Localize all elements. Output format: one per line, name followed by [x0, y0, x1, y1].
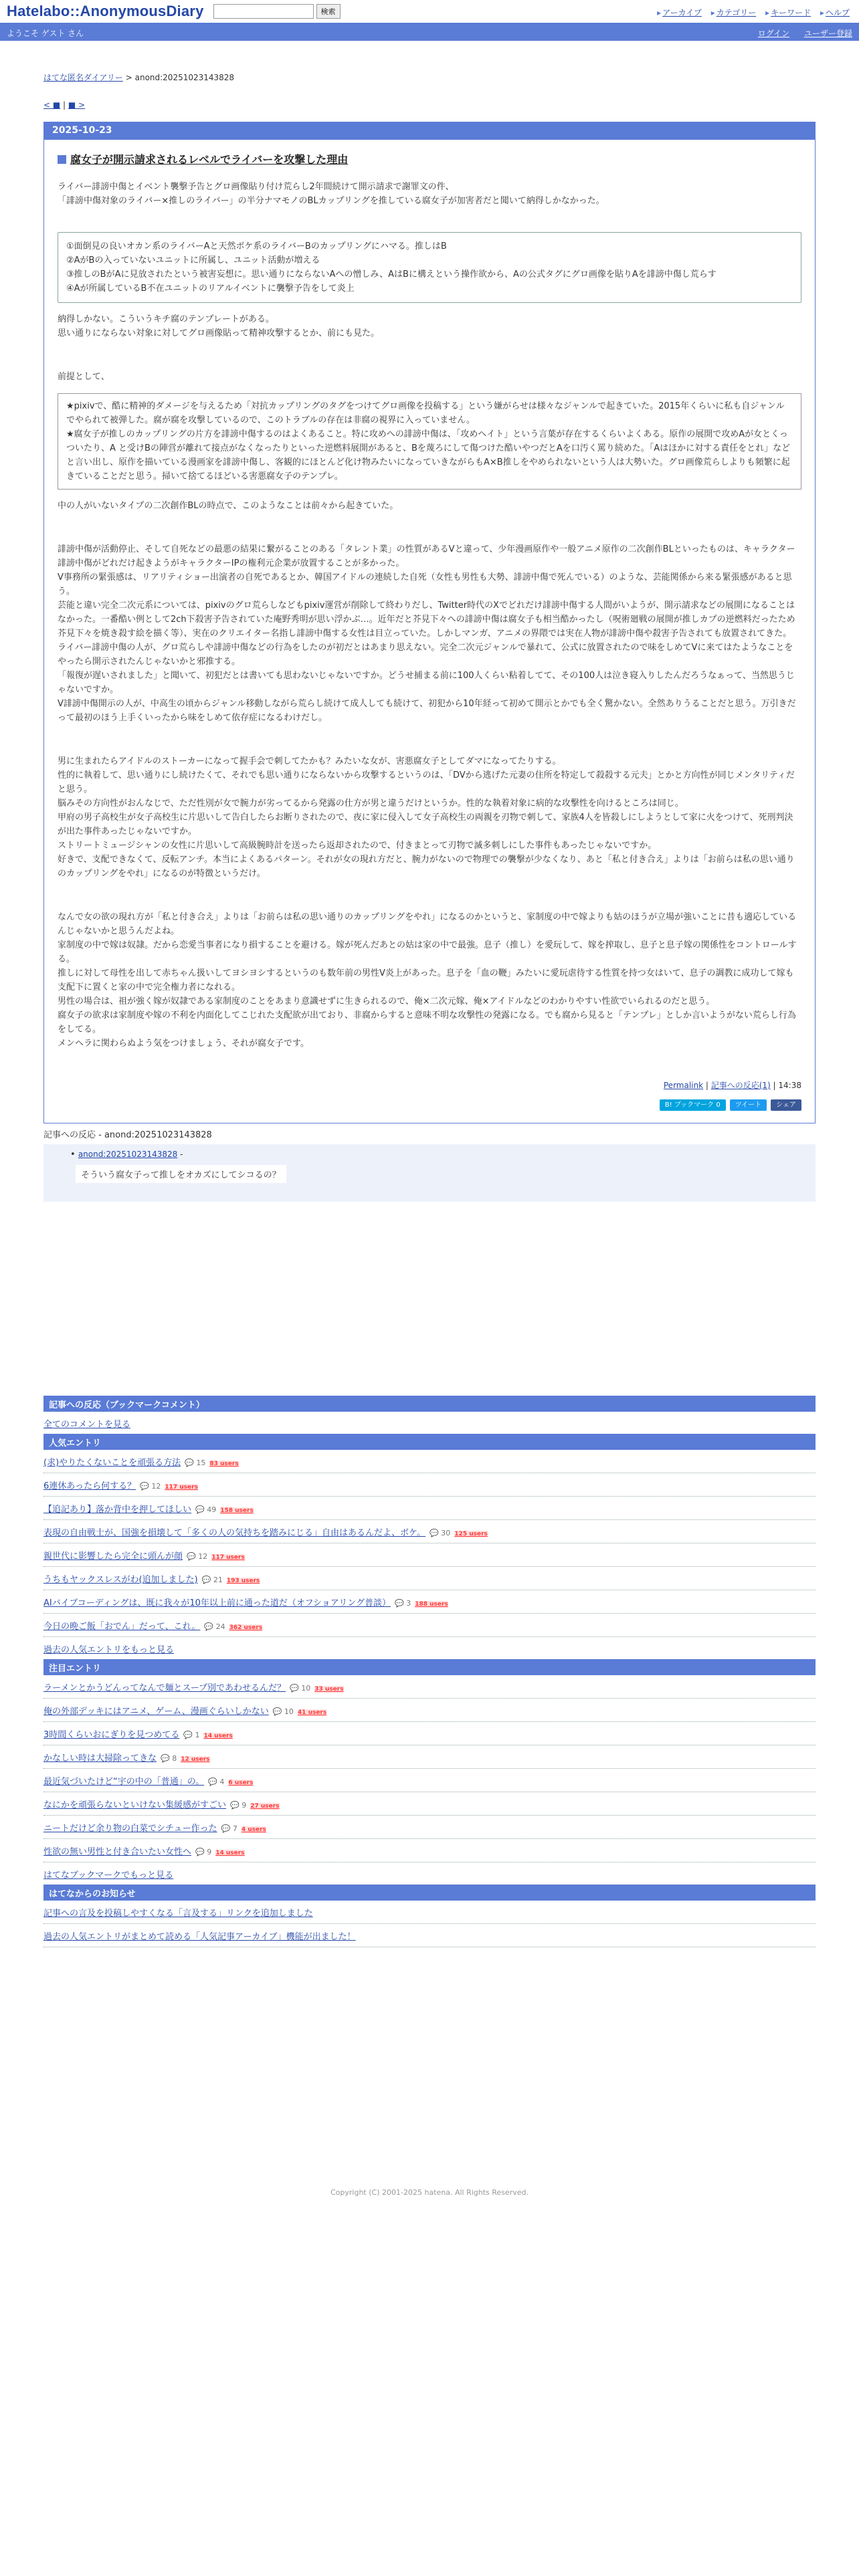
comment-count: 💬 8 [161, 1754, 177, 1763]
entry-list-item [43, 1769, 816, 1792]
hot-entries-box [43, 1659, 816, 1885]
bookmark-users-badge[interactable]: 362 users [229, 1624, 263, 1631]
paragraph: 推しに対して母性を出して赤ちゃん扱いしてヨシヨシするというのも数年前の男性V炎上があった。息子を「血の鞭」みたいに愛玩虐待する性質を持つ女はいて、息子の調教に成功して嫁も支配下に置くと家の中で完全権力者になれる。 [58, 968, 794, 992]
user-bar [0, 25, 859, 41]
hot-entries-header: 注目エントリ [43, 1659, 816, 1675]
quote-line: ★腐女子が推しのカップリングの片方を誹謗中傷するのはよくあること。特に攻めへの誹謗中傷は、「攻めヘイト」という言葉が存在するくらいよくある。原作の展開で攻めAが女とくっついたり、A と受けBの陣営が離れて接点がなくなったりといった逆燃料展開があると、Bを蔑ろにして傷つけた酷いやつだとAを口汚く罵り続めた。「Aはほかに対する責任をとれ」などと言い出し、原作を描いている漫画家を誹謗中傷し、客観的にほとんど化け物みたいになっていきながらもA×B推しをやめられないという人は大勢いた。グロ画像荒らしよりも頻繁に起きていることだと思う。掃いて捨てるほどいる害悪腐女子のテンプレ。 [66, 429, 791, 481]
entry-list-link[interactable]: 最近気づいたけど“宇の中の「普通」の。 [43, 1777, 205, 1787]
nav-help[interactable]: ▸ ヘルプ [820, 8, 850, 17]
comment-count: 💬 12 [187, 1552, 208, 1561]
entry-list-link[interactable]: なにかを頑張らないといけない集緩感がすごい [43, 1800, 227, 1810]
site-logo[interactable]: Hatelabo::AnonymousDiary [7, 3, 204, 19]
comment-icon: 💬 [290, 1684, 302, 1693]
comment-count: 💬 1 [183, 1731, 200, 1739]
hot-more-link[interactable]: はてなブックマークでもっと見る [43, 1870, 174, 1881]
comment-icon: 💬 [430, 1529, 442, 1537]
reactions-label: 記事への反応 - anond:20251023143828 [43, 1130, 212, 1140]
paragraph: 芸能と違い完全二次元系については、pixivのグロ荒らしなどもpixiv運営が削除して終わりだし、Twitter時代のXでどれだけ誹謗中傷する人間がいようが、開示請求などの展開になることはなかった。一番酷い例として2ch下殺害予告されていた庵野秀明が思い浮かぶ…。近年だと芥見下々への誹謗中傷は腐女子も相当酷かったし（呪術廻戦の展開が推しカプの逆燃料だったため芥見下々を焼き殺す絵を描く等）、実在のクリエイター名指し誹謗中傷する女性は目立っていた。しかしマンガ、アニメの界隈では実在人物が誹謗中傷や殺害予告されても放置されてきた。 [58, 601, 795, 639]
entry-list-item [43, 1543, 816, 1567]
square-icon [58, 155, 66, 164]
entry-title [58, 152, 801, 168]
breadcrumb-sep: > [122, 73, 135, 82]
entry-list-link[interactable]: 親世代に影響したら完全に頭んが顔 [43, 1551, 183, 1562]
news-header: はてなからのお知らせ [43, 1885, 816, 1901]
search-input[interactable] [213, 4, 314, 19]
entry-list-link[interactable]: 6連休あったら何する？ [43, 1481, 136, 1491]
comment-icon: 💬 [195, 1848, 207, 1856]
comment-icon: 💬 [140, 1482, 152, 1491]
quote-line: ★pixivで、酷に精神的ダメージを与えるため「対抗カップリングのタグをつけてグロ画像を投稿する」という嫌がらせは様々なジャンルで起きていた。2015年くらいに私も自ジャンルでやられて被弾した。腐が腐を攻撃しているので、このトラブルの存在は非腐の視界に入っていません。 [66, 401, 785, 425]
entry-list-item [43, 1675, 816, 1699]
nav-archive[interactable]: ▸ アーカイブ [657, 8, 702, 17]
bookmark-users-badge[interactable]: 27 users [250, 1803, 280, 1810]
comment-icon: 💬 [230, 1801, 242, 1810]
quote-line: ④Aが所属しているB不在ユニットのリアルイベントに襲撃予告をして炎上 [66, 284, 355, 294]
paragraph: 納得しかない。こういうキチ腐のテンプレートがある。 [58, 314, 274, 324]
entry-list-item [43, 1901, 816, 1924]
bookmark-users-badge[interactable]: 117 users [165, 1484, 198, 1491]
paragraph: ライバー誹謗中傷の人が、グロ荒らしや誹謗中傷などの行為をしたのが初だとはあまり思えない。完全二次元ジャンルで暴れて、公式に放置されたので味をしめてVに来てはたようなことをやったら開示されたんじゃないかと邪推する。 [58, 643, 793, 667]
nav-keyword[interactable]: ▸ キーワード [765, 8, 811, 17]
comment-count: 💬 15 [185, 1459, 206, 1467]
entry-list-link[interactable]: 3時間くらいおにぎりを見つめてる [43, 1730, 180, 1740]
comment-count: 💬 4 [208, 1778, 225, 1786]
comment-count: 💬 30 [430, 1529, 451, 1537]
entry-list-item [43, 1792, 816, 1816]
bookmark-users-badge[interactable]: 12 users [181, 1756, 210, 1763]
paragraph: 家制度の中で嫁は奴隷。だから恋愛当事者になり損することを避ける。嫁が死んだあとの姑は家の中で最強。息子（推し）を愛玩して、嫁を搾取し、息子と息子嫁の関係性をコントロールする。 [58, 940, 797, 964]
paragraph: 思い通りにならない対象に対してグロ画像貼って精神攻撃するとか、前にも見た。 [58, 328, 380, 338]
entry-list-item [43, 1745, 816, 1769]
facebook-share-button[interactable]: シェア [771, 1099, 801, 1111]
nav-category[interactable]: ▸ カテゴリー [711, 8, 757, 17]
entry-list-item [43, 1450, 816, 1473]
top-nav [650, 7, 850, 18]
paragraph: 男に生まれたらアイドルのストーカーになって握手会で刺してたかも？みたいな女が、害悪腐女子としてダマになってたりする。 [58, 756, 561, 766]
hatena-bookmark-button[interactable]: B! ブックマーク 0 [660, 1099, 726, 1111]
next-link[interactable]: ■ > [68, 100, 86, 110]
bookmark-users-badge[interactable]: 188 users [415, 1601, 448, 1608]
paragraph: V誹謗中傷開示の人が、中高生の頃からジャンル移動しながら荒らし続けて成人しても続けて、初犯から10年経って初めて開示とかでも全く驚かない。全然ありうることだと思う。万引きだって最初のほう上手くいったから味をしめて依存症になるわけだし。 [58, 699, 796, 723]
paragraph: ストリートミュージシャンの女性に片思いして高級腕時計を送ったら返却されたので、付きまとって刃物で滅多刺しにした事件もあったじゃないですか。 [58, 841, 657, 851]
bookmark-users-badge[interactable]: 33 users [314, 1686, 344, 1693]
entry-list-item [43, 1590, 816, 1614]
reaction-comment: そういう腐女子って推しをオカズにしてシコるの？ [76, 1165, 286, 1183]
paragraph: 腐女子の欲求は家制度や嫁の不利を内面化してこじれた支配欲が出ており、非腐からすると意味不明な攻撃性の発露になる。でも腐から見ると「テンプレ」としか言いようがない荒らし行為をしてる。 [58, 1010, 796, 1035]
entry-list-link[interactable]: 【追記あり】落か背中を押してほしい [43, 1505, 192, 1515]
tweet-button[interactable]: ツイート [730, 1099, 767, 1111]
top-bar [0, 0, 859, 25]
bookmark-users-badge[interactable]: 83 users [209, 1461, 239, 1467]
entry-list-item [43, 1816, 816, 1839]
popular-more-link[interactable]: 過去の人気エントリをもっと見る [43, 1645, 175, 1655]
bullet-icon: • [70, 1150, 76, 1160]
bookmark-users-badge[interactable]: 4 users [241, 1826, 266, 1833]
entry-title-link[interactable]: 腐女子が開示請求されるレベルでライバーを攻撃した理由 [70, 153, 349, 166]
entry-list-item [43, 1722, 816, 1745]
diary-day [43, 122, 816, 1123]
comment-count: 💬 9 [230, 1801, 247, 1810]
entry-list-link[interactable]: 俺の外部デッキにはアニメ、ゲーム、漫画ぐらいしかない [43, 1707, 269, 1717]
comment-count: 💬 9 [195, 1848, 212, 1856]
all-comments-link[interactable]: 全てのコメントを見る [43, 1420, 131, 1430]
entry-list-link[interactable]: AIバイブコーディングは、既に我々が10年以上前に通った道だ（オフショアリング普談） [43, 1598, 391, 1608]
entry-list-item [43, 1567, 816, 1590]
search-button[interactable]: 検索 [316, 4, 341, 19]
bookmark-users-badge[interactable]: 117 users [211, 1554, 245, 1561]
comment-icon: 💬 [204, 1622, 216, 1631]
comment-count: 💬 21 [201, 1576, 223, 1584]
entry-list-link[interactable]: 過去の人気エントリがまとめて読める「人気記事アーカイブ」機能が出ました！ [43, 1932, 356, 1942]
entry-list-link[interactable]: (求)やりたくないことを頑張る方法 [43, 1458, 181, 1468]
entry-list-link[interactable]: かなしい時は大掃除ってきな [43, 1753, 157, 1763]
paragraph: 脳みその方向性がおんなじで、ただ性別が女で腕力が劣ってるから発露の仕方が男と違うだけというか。性的な執着対象に病的な攻撃性を向けるところは同じ。 [58, 798, 684, 809]
bookmark-users-badge[interactable]: 193 users [226, 1578, 260, 1584]
comment-count: 💬 12 [140, 1482, 161, 1491]
comment-icon: 💬 [183, 1731, 195, 1739]
entry-list-item [43, 1924, 816, 1947]
comment-count: 💬 10 [290, 1684, 311, 1693]
entry-list-link[interactable]: 表現の自由戦士が、国強を損壊して「多くの人の気持ちを踏みにじる」自由はあるんだよ、ボケ。 [43, 1528, 426, 1538]
entry-list-item [43, 1473, 816, 1497]
entry-list-item [43, 1699, 816, 1722]
paragraph: ライバー誹謗中傷とイベント襲撃予告とグロ画像貼り付け荒らし2年間続けて開示請求で謝罪文の件、 [58, 182, 454, 192]
comment-count: 💬 7 [221, 1824, 237, 1833]
share-buttons [58, 1099, 801, 1111]
entry-body [44, 140, 815, 1123]
popular-entries-header: 人気エントリ [43, 1434, 816, 1450]
comment-icon: 💬 [185, 1459, 197, 1467]
comment-icon: 💬 [394, 1599, 407, 1608]
comment-count: 💬 24 [204, 1622, 225, 1631]
paragraph: 「誹謗中傷対象のライバー×推しのライバー」の半分ナマモノのBLカップリングを推している腐女子が加害者だと聞いて納得しかなかった。 [58, 196, 605, 206]
paragraph: 前提として、 [58, 372, 110, 382]
entry-footer: Permalink | 記事への反応(1) | 14:38 [663, 1081, 801, 1090]
paragraph: 男性の場合は、祖が強く嫁が奴隷である家制度のことをあまり意識せずに生きられるので、俺×二次元嫁、俺×アイドルなどのわかりやすい性欲でいられるのだと思う。 [58, 996, 715, 1006]
welcome-text: ようこそ ゲスト さん [7, 28, 84, 38]
reaction-item: • anond:20251023143828 - [70, 1150, 183, 1160]
copyright: Copyright (C) 2001-2025 hatena. All Rights Reserved. [330, 2188, 529, 2197]
bookmark-users-badge[interactable]: 14 users [215, 1850, 245, 1856]
entry-list-link[interactable]: 性欲の無い男性と付き合いたい女性へ [43, 1847, 192, 1857]
entry-time: 14:38 [778, 1081, 801, 1090]
entry-list-item [43, 1497, 816, 1520]
bookmark-users-badge[interactable]: 41 users [297, 1709, 327, 1716]
popular-entries-box [43, 1434, 816, 1659]
comment-count: 💬 3 [394, 1599, 411, 1608]
entry-list-link[interactable]: ラーメンとかうどんってなんで麺とスープ別であわせるんだ？ [43, 1683, 286, 1693]
pager: < ■ | ■ > [43, 100, 86, 110]
breadcrumb-home[interactable]: はてな匿名ダイアリー [43, 73, 123, 82]
paragraph: V事務所の緊張感は、リアリティショー出演者の自死であるとか、韓国アイドルの連続した自死（女性も男性も大勢、誹謗中傷で死んでいる）のような、芸能関係から来る緊張感があると思う。 [58, 572, 792, 597]
permalink[interactable]: Permalink [663, 1081, 704, 1090]
quote-line: ③推しのBがAに見放されたという被害妄想に。思い通りにならないAへの憎しみ、AはBに構えという操作欲から、Aの公式タグにグロ画像を貼りAを誹謗中傷し荒らす [66, 270, 717, 280]
comment-icon: 💬 [187, 1552, 199, 1561]
paragraph: 好きで、支配できなくて、反転アンチ。本当によくあるパターン。それが女の現れ方だと、腕力がないので物理での襲撃が少なくなり、あと「私と付き合え」よりは「お前らは私の思い通りのカップリングをやれ」になるのが特徴というだけ。 [58, 855, 795, 879]
entry-list-link[interactable]: 記事への言及を投稿しやすくなる「言及する」リンクを追加しました [43, 1909, 313, 1919]
bookmark-comments-box [43, 1396, 816, 1434]
paragraph: 「報復が遅いされました」と聞いて、初犯だとは書いても思わないじゃないですか。どうせ捕まる前に100人くらい粘着してて、その100人は泣き寝入りしたんだろうなぁって、当然思うじゃないですか。 [58, 671, 795, 695]
breadcrumb-current: anond:20251023143828 [134, 73, 235, 82]
bookmark-users-badge[interactable]: 158 users [220, 1507, 254, 1514]
entry-list-link[interactable]: うちもヤックスレスがわ(追加しました) [43, 1575, 198, 1585]
paragraph: 性的に執着して、思い通りにし続けたくて、それでも思い通りにならないから攻撃するというのは、「DVから逃げた元妻の住所を特定して殺殺する元夫」とかと方向性が同じメンタリティだと思う。 [58, 770, 795, 794]
comment-count: 💬 49 [195, 1505, 217, 1514]
reaction-link[interactable]: anond:20251023143828 [78, 1150, 178, 1159]
paragraph: メンヘラに関わらぬよう気をつけましょう、それが腐女子です。 [58, 1039, 309, 1049]
comment-icon: 💬 [195, 1505, 207, 1514]
entry-list-item [43, 1520, 816, 1543]
quote-line: ①面倒見の良いオカン系のライバーAと天然ボケ系のライバーBのカップリングにハマる。推しはB [66, 241, 447, 251]
paragraph: 甲府の男子高校生が女子高校生に片思いして告白したらお断りされたので、夜に家に侵入して女子高校生の両親を刃物で刺して、家族4人を皆殺しにしようとして家に火をつけて、死刑判決が出た事件あったじゃないですか。 [58, 813, 793, 837]
prev-link[interactable]: < ■ [43, 100, 61, 110]
paragraph: 誹謗中傷が活動停止、そして自死などの最悪の結果に繋がることのある「タレント業」の性質があるVと違って、少年漫画原作や一般アニメ原作の二次創作BLといったものは、キャラクター誹謗中傷がどれだけ起きようがキャラクターIPの権利元企業が放置することが多かった。 [58, 544, 795, 568]
quote-line: ②AがBの入っていないユニットに所属し、ユニット活動が増える [66, 255, 320, 265]
bookmark-users-badge[interactable]: 6 users [228, 1780, 254, 1786]
blockquote-premise [58, 393, 801, 490]
comment-icon: 💬 [201, 1576, 213, 1584]
paragraph: 中の人がいないタイプの二次創作BLの時点で、このようなことは前々から起きていた。 [58, 501, 399, 511]
bookmark-users-badge[interactable]: 125 users [454, 1531, 488, 1537]
comment-icon: 💬 [272, 1707, 284, 1716]
entry-list-link[interactable]: 今日の晩ご飯「おでん」だって、これ。 [43, 1622, 201, 1632]
comment-icon: 💬 [208, 1778, 220, 1786]
reactions-list [43, 1144, 816, 1202]
refs-link[interactable]: 記事への反応(1) [710, 1081, 771, 1090]
login-link[interactable]: ログイン [757, 28, 790, 38]
comment-icon: 💬 [161, 1754, 173, 1763]
entry-list-item [43, 1614, 816, 1637]
bookmark-users-badge[interactable]: 14 users [203, 1733, 233, 1739]
paragraph: なんで女の欲の現れ方が「私と付き合え」よりは「お前らは私の思い通りのカップリングをやれ」になるのかというと、家制度の中で嫁よりも姑のほうが立場が強いことに昔も適応しているんじゃないかと思うんだよね。 [58, 912, 797, 936]
comment-icon: 💬 [221, 1824, 233, 1833]
news-box [43, 1885, 816, 1947]
register-link[interactable]: ユーザー登録 [803, 28, 852, 38]
entry-list-item [43, 1839, 816, 1862]
comment-count: 💬 10 [272, 1707, 294, 1716]
breadcrumb [43, 72, 816, 83]
bookmark-comments-header: 記事への反応（ブックマークコメント） [43, 1396, 816, 1412]
day-date: 2025-10-23 [44, 122, 815, 140]
entry-list-link[interactable]: ニートだけど余り物の白菜でシチュー作った [43, 1824, 217, 1834]
blockquote-summary [58, 232, 801, 303]
